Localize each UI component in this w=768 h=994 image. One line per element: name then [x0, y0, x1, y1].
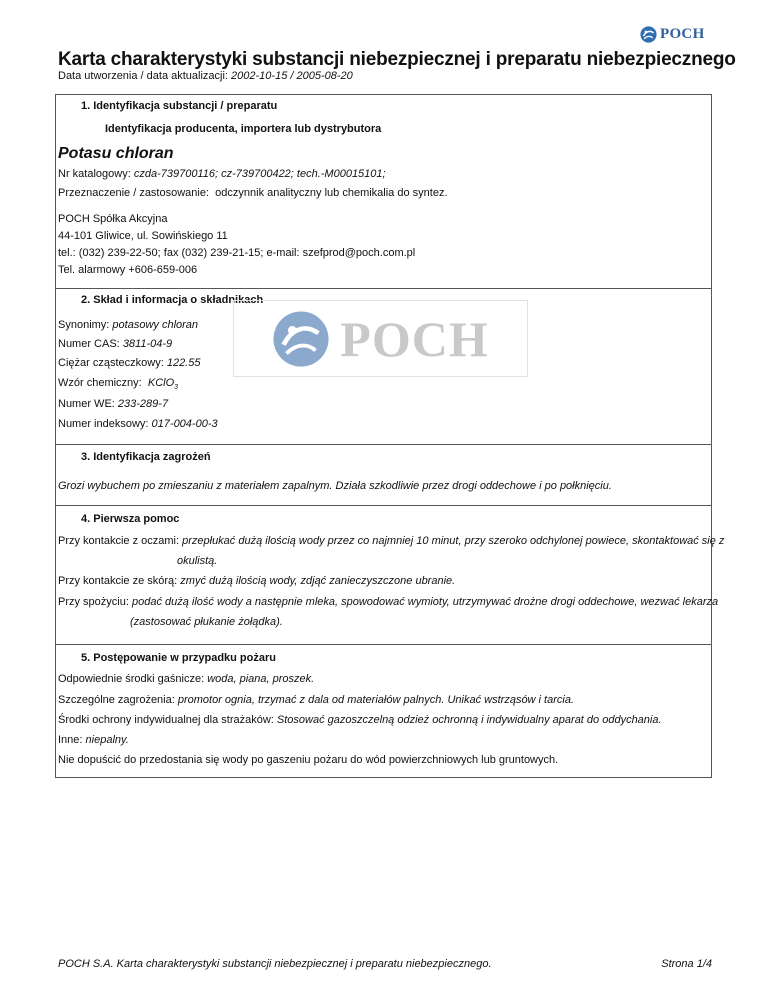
protection-line	[58, 714, 662, 726]
special-hazards-value: promotor ognia, trzymać z dala od materiałów palnych. Unikać wstrząsów i tarcia.	[177, 694, 575, 706]
index-value: 017-004-00-3	[151, 418, 218, 430]
index-label: Numer indeksowy:	[58, 418, 149, 430]
mass-line	[58, 357, 200, 369]
section-divider	[55, 444, 712, 445]
skin-line	[58, 575, 455, 587]
page-number: Strona 1/4	[661, 958, 712, 970]
we-value: 233-289-7	[117, 398, 169, 410]
section-divider	[55, 644, 712, 645]
footer-text: POCH S.A. Karta charakterystyki substancji niebezpiecznej i preparatu niebezpiecznego.	[58, 958, 492, 970]
agents-value: woda, piana, proszek.	[207, 673, 315, 685]
synonyms-value: potasowy chloran	[112, 319, 199, 331]
agents-line	[58, 673, 314, 685]
poch-logo-text: POCH	[660, 26, 705, 42]
substance-name: Potasu chloran	[58, 145, 174, 162]
poch-watermark-icon	[272, 310, 330, 368]
ingestion-value-continued: (zastosować płukanie żołądka).	[130, 616, 283, 628]
eyes-value-continued: okulistą.	[177, 555, 218, 567]
eyes-label: Przy kontakcie z oczami:	[58, 535, 180, 547]
other-line	[58, 734, 129, 746]
section-5-heading: 5. Postępowanie w przypadku pożaru	[81, 652, 276, 664]
other-value: niepalny.	[85, 734, 129, 746]
we-line	[58, 398, 168, 410]
index-line	[58, 418, 218, 430]
section-4-heading: 4. Pierwsza pomoc	[81, 513, 180, 525]
mass-value: 122.55	[166, 357, 201, 369]
poch-logo-icon	[640, 26, 657, 43]
formula-line	[58, 377, 178, 391]
skin-value: zmyć dużą ilością wody, zdjąć zanieczyszczone ubranie.	[180, 575, 456, 587]
other-label: Inne:	[58, 734, 83, 746]
document-title: Karta charakterystyki substancji niebezpiecznej i preparatu niebezpiecznego	[58, 49, 736, 70]
section-1-heading: 1. Identyfikacja substancji / preparatu	[81, 100, 278, 112]
cas-value: 3811-04-9	[122, 338, 173, 350]
formula-value	[147, 377, 179, 392]
protection-label: Środki ochrony indywidualnej dla strażaków:	[58, 714, 274, 726]
section-2-heading: 2. Skład i informacja o składnikach	[81, 294, 264, 306]
dates-value: 2002-10-15 / 2005-08-20	[231, 70, 353, 82]
section-1-subheading: Identyfikacja producenta, importera lub dystrybutora	[105, 123, 382, 135]
catalog-line	[58, 168, 386, 180]
protection-value: Stosować gazoszczelną odzież ochronną i indywidualny aparat do oddychania.	[276, 714, 662, 726]
section-divider	[55, 288, 712, 289]
purpose-label: Przeznaczenie / zastosowanie:	[58, 187, 210, 199]
ingestion-line	[58, 596, 718, 608]
ingestion-label: Przy spożyciu:	[58, 596, 129, 608]
we-label: Numer WE:	[58, 398, 115, 410]
hazard-text: Grozi wybuchem po zmieszaniu z materiałem zapalnym. Działa szkodliwie przez drogi oddechowe i po połknięciu.	[58, 480, 612, 492]
synonyms-label: Synonimy:	[58, 319, 110, 331]
poch-logo	[640, 26, 705, 43]
eyes-value: przepłukać dużą ilością wody przez co najmniej 10 minut, przy szeroko odchylonej powiece, skontaktować się z	[182, 535, 725, 547]
fire-note: Nie dopuścić do przedostania się wody po gaszeniu pożaru do wód powierzchniowych lub gruntowych.	[58, 754, 559, 766]
synonyms-line	[58, 319, 198, 331]
cas-label: Numer CAS:	[58, 338, 120, 350]
cas-line	[58, 338, 172, 350]
address-line: tel.: (032) 239-22-50; fax (032) 239-21-15; e-mail: szefprod@poch.com.pl	[58, 247, 416, 259]
formula-label: Wzór chemiczny:	[58, 377, 142, 389]
ingestion-value: podać dużą ilość wody a następnie mleka, spowodować wymioty, utrzymywać drożne drogi oddechowe, wezwać lekarza	[131, 596, 719, 608]
formula-subscript: 3	[174, 384, 179, 392]
address-line: POCH Spółka Akcyjna	[58, 213, 168, 225]
poch-watermark	[233, 300, 528, 377]
address-line: 44-101 Gliwice, ul. Sowińskiego 11	[58, 230, 228, 242]
eyes-line	[58, 535, 724, 547]
poch-watermark-text: POCH	[340, 310, 489, 367]
purpose-value: odczynnik analityczny lub chemikalia do syntez.	[215, 187, 448, 199]
purpose-line	[58, 187, 448, 199]
address-line: Tel. alarmowy +606-659-006	[58, 264, 198, 276]
catalog-value: czda-739700116; cz-739700422; tech.-M00015101;	[133, 168, 386, 180]
agents-label: Odpowiednie środki gaśnicze:	[58, 673, 205, 685]
special-hazards-label: Szczególne zagrożenia:	[58, 694, 175, 706]
document-dates	[58, 70, 353, 82]
mass-label: Ciężar cząsteczkowy:	[58, 357, 164, 369]
skin-label: Przy kontakcie ze skórą:	[58, 575, 178, 587]
special-hazards-line	[58, 694, 574, 706]
catalog-label: Nr katalogowy:	[58, 168, 131, 180]
section-3-heading: 3. Identyfikacja zagrożeń	[81, 451, 211, 463]
section-divider	[55, 505, 712, 506]
formula-main: KClO	[147, 377, 175, 389]
dates-label: Data utworzenia / data aktualizacji:	[58, 70, 228, 82]
